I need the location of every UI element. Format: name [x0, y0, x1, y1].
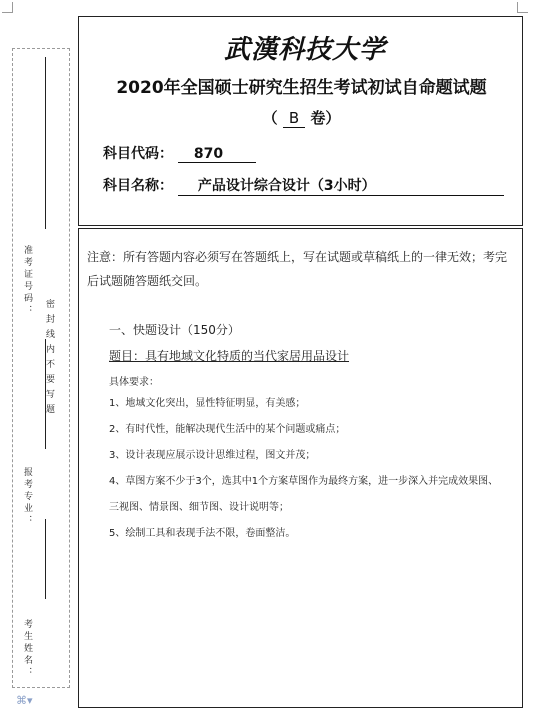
question-body-box — [78, 228, 523, 708]
subject-code: 870 — [178, 146, 256, 163]
paper-open-paren: （ — [262, 109, 278, 127]
requirement-item: 4、草图方案不少于3个，选其中1个方案草图作为最终方案，进一步深入并完成效果图、三视图、情景图、细节图、设计说明等； — [109, 476, 499, 513]
paper-version: B — [283, 109, 305, 128]
requirement-item: 1、地域文化突出，显性特征明显，有美感； — [109, 398, 306, 409]
major-label: 报考专业： — [22, 467, 32, 527]
subject-code-label: 科目代码： — [103, 146, 173, 162]
question-topic: 题目：具有地域文化特质的当代家居用品设计 — [109, 349, 350, 363]
exam-title: 2020年全国硕士研究生招生考试初试自命题试题 — [116, 78, 487, 98]
subject-name: 产品设计综合设计（3小时） — [178, 175, 504, 196]
seal-notice: 密封线内不要写题 — [44, 299, 54, 419]
candidate-id-label: 准考证号码： — [22, 245, 32, 317]
section-title: 一、快题设计（150分） — [109, 323, 240, 337]
subject-name-label: 科目名称： — [103, 178, 173, 194]
page-corner-mark-top-left — [2, 2, 13, 13]
subject-name-row — [103, 175, 504, 196]
university-logo: 武漢科技大学 — [223, 35, 386, 65]
paper-version-line — [79, 107, 524, 128]
requirement-item: 3、设计表现应展示设计思维过程，图文并茂； — [109, 450, 316, 461]
binding-line-middle — [45, 339, 46, 449]
binding-strip — [12, 48, 70, 688]
requirement-item: 5、绘制工具和表现手法不限，卷面整洁。 — [109, 528, 296, 539]
notice-text: 注意：所有答题内容必须写在答题纸上，写在试题或草稿纸上的一律无效；考完后试题随答题纸交回。 — [87, 250, 508, 288]
requirements-heading: 具体要求： — [109, 377, 159, 388]
paste-options-icon[interactable]: ⌘▾ — [16, 694, 33, 707]
page-corner-mark-top-right — [517, 2, 528, 13]
binding-line-top — [45, 57, 46, 229]
paper-close: 卷） — [310, 109, 341, 127]
name-label: 考生姓名： — [22, 619, 32, 679]
binding-line-lower — [45, 519, 46, 599]
exam-header-box — [78, 16, 523, 226]
subject-code-row — [103, 143, 256, 163]
requirement-item: 2、有时代性，能解决现代生活中的某个问题或痛点； — [109, 424, 346, 435]
